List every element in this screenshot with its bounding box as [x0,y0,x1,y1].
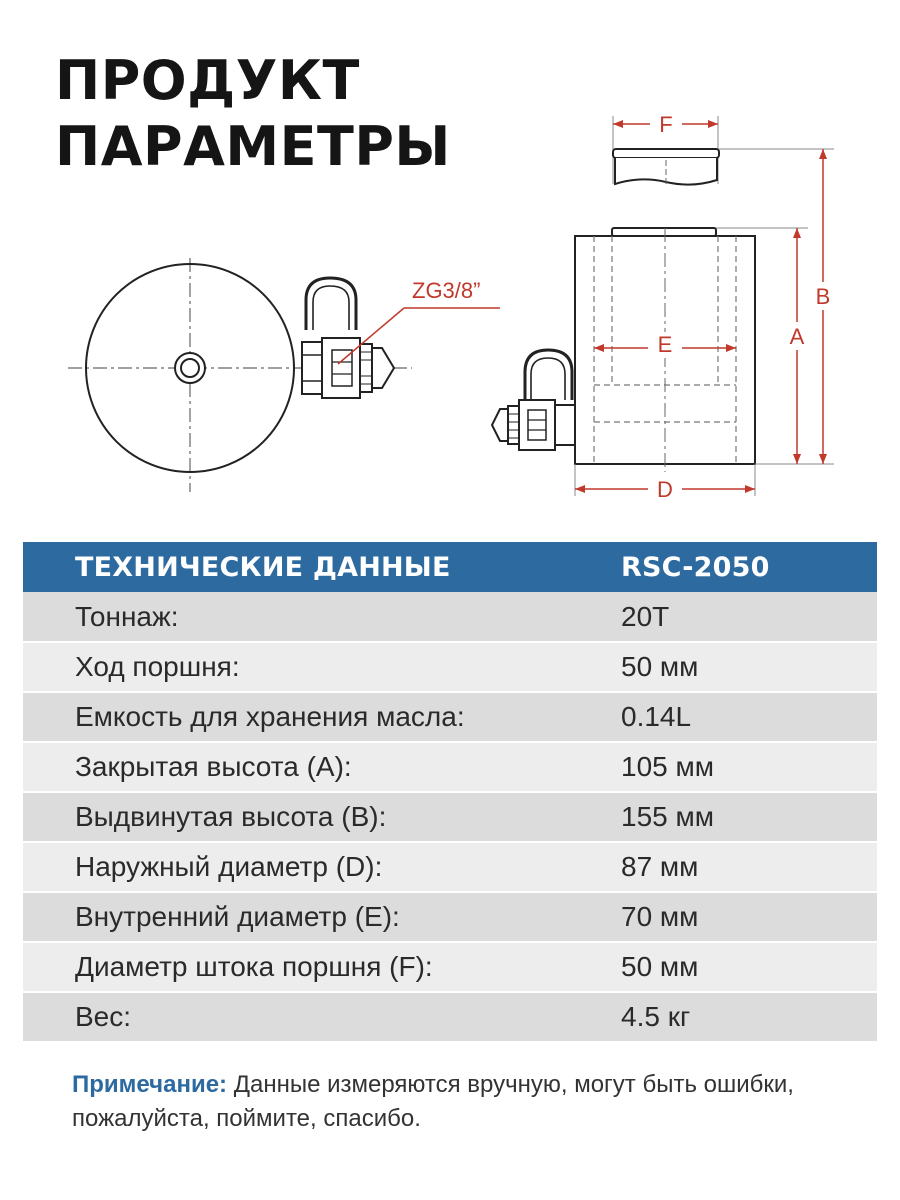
spec-label: Вес: [23,992,621,1042]
port-thread-label: ZG3/8” [412,278,481,303]
spec-value: 87 мм [621,842,877,892]
spec-label: Ход поршня: [23,642,621,692]
table-row [23,742,877,792]
spec-header-model: RSC-2050 [621,551,770,583]
table-row [23,892,877,942]
spec-value: 20T [621,592,877,642]
spec-value: 70 мм [621,892,877,942]
table-row [23,992,877,1042]
spec-value: 50 мм [621,942,877,992]
dim-f-label: F [659,112,673,137]
spec-label: Емкость для хранения масла: [23,692,621,742]
table-row [23,842,877,892]
table-row [23,592,877,642]
note-label: Примечание: [72,1071,228,1098]
dim-d-label: D [657,477,673,502]
center-hole [175,353,205,383]
coupler-top-view [302,278,394,398]
spec-value: 155 мм [621,792,877,842]
spec-table [23,542,877,1043]
spec-value: 0.14L [621,692,877,742]
spec-label: Внутренний диаметр (E): [23,892,621,942]
spec-label: Тоннаж: [23,592,621,642]
cylinder-drawing [0,100,900,510]
spec-label: Наружный диаметр (D): [23,842,621,892]
title-line-1: ПРОДУКТ [55,49,360,112]
plunger-top [612,228,716,236]
spec-value: 105 мм [621,742,877,792]
plunger-extended-cap [613,149,719,158]
disclaimer-note [72,1068,862,1136]
title-line-2: ПАРАМЕТРЫ [55,115,451,178]
spec-value: 4.5 кг [621,992,877,1042]
dim-e-label: E [657,332,673,357]
table-row [23,942,877,992]
note-text: Данные измеряются вручную, могут быть ошибки, пожалуйста, поймите, спасибо. [72,1071,794,1132]
table-row [23,642,877,692]
table-row [23,792,877,842]
spec-label: Закрытая высота (A): [23,742,621,792]
spec-label: Выдвинутая высота (B): [23,792,621,842]
dim-a-label: A [789,324,805,349]
spec-value: 50 мм [621,642,877,692]
coupler-side-view [492,350,575,450]
side-view [492,112,834,502]
spec-header-label: ТЕХНИЧЕСКИЕ ДАННЫЕ [75,551,451,583]
table-row [23,692,877,742]
spec-table-header [23,542,877,592]
spec-label: Диаметр штока поршня (F): [23,942,621,992]
top-view [68,258,500,492]
dim-b-label: B [815,284,831,309]
